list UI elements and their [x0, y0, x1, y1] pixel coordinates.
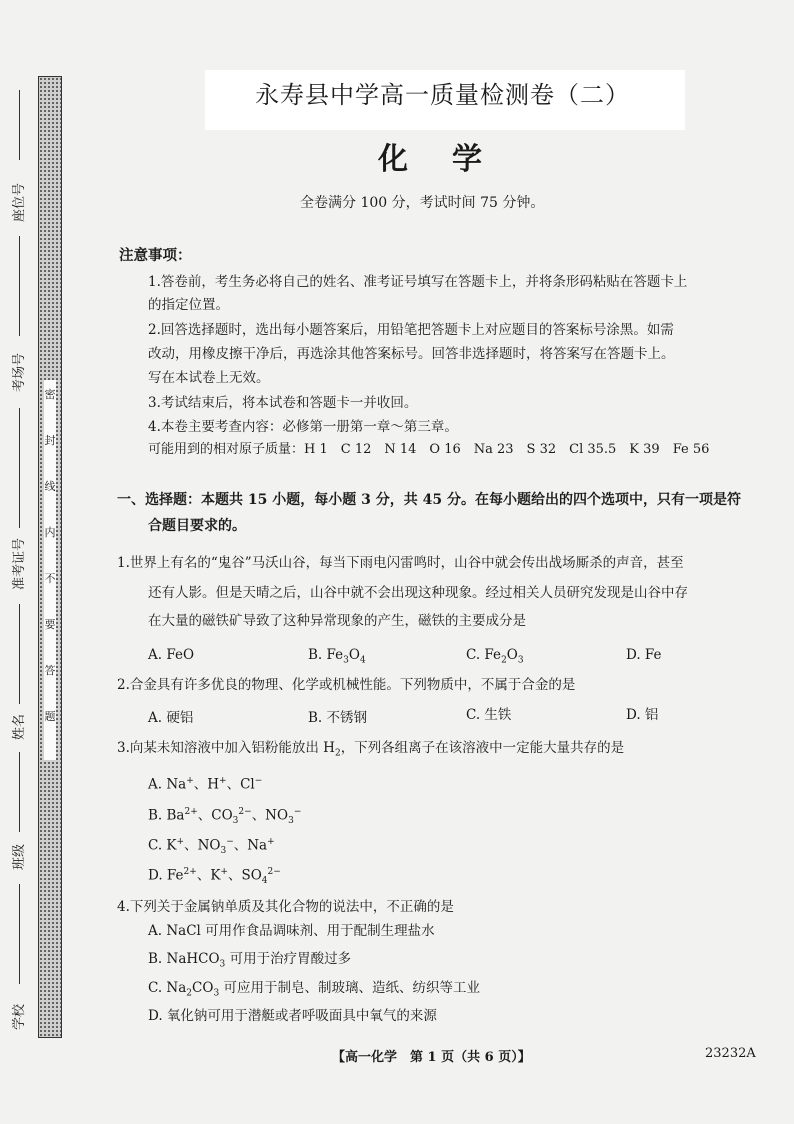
q2-option-b: B. 不锈钢	[308, 710, 368, 726]
atomic-masses: 可能用到的相对原子质量：H 1 C 12 N 14 O 16 Na 23 S 32 Cl 35.5 K 39 Fe 56	[148, 442, 710, 457]
name-label: 姓名	[12, 713, 27, 740]
paper-code: 23232A	[705, 1046, 756, 1061]
school-blank	[19, 884, 20, 984]
q1-stem: 还有人影。但是天晴之后，山谷中就不会出现这种现象。经过相关人员研究发现是山谷中存	[148, 585, 688, 601]
q4-option-d: D. 氧化钠可用于潜艇或者呼吸面具中氧气的来源	[148, 1008, 437, 1024]
section-heading-cont: 合题目要求的。	[148, 518, 246, 534]
room-number-blank	[19, 236, 20, 336]
seal-char: 答	[44, 664, 56, 677]
q1-stem: 1.世界上有名的“鬼谷”马沃山谷，每当下雨电闪雷鸣时，山谷中就会传出战场厮杀的声音，甚至	[117, 555, 684, 571]
q4-option-a: A. NaCl 可用作食品调味剂、用于配制生理盐水	[148, 923, 435, 939]
q4-option-c: C. $Na_2CO_3$ 可应用于制皂、制玻璃、造纸、纺织等工业	[148, 980, 480, 999]
seal-char: 封	[44, 434, 56, 447]
notes-line: 改动，用橡皮擦干净后，再选涂其他答案标号。回答非选择题时，将答案写在答题卡上。	[148, 346, 675, 362]
page-footer: 【高一化学 第 1 页（共 6 页）】	[332, 1050, 531, 1065]
notes-heading: 注意事项：	[119, 247, 192, 264]
class-blank	[19, 752, 20, 832]
q2-option-c: C. 生铁	[466, 707, 512, 723]
q3-option-b: B. $Ba^{2+}$、$CO_3^{2-}$、$NO_3^-$	[148, 807, 302, 827]
exam-info: 全卷满分 100 分，考试时间 75 分钟。	[300, 195, 545, 211]
seal-char: 要	[44, 618, 56, 631]
notes-line: 1.答卷前，考生务必将自己的姓名、准考证号填写在答题卡上，并将条形码粘贴在答题卡上	[148, 274, 688, 290]
seat-number-label: 座位号	[12, 182, 27, 222]
notes-line: 4.本卷主要考查内容：必修第一册第一章～第三章。	[148, 419, 458, 435]
seat-number-blank	[19, 90, 20, 160]
ticket-number-blank	[19, 408, 20, 528]
q2-stem: 2.合金具有许多优良的物理、化学或机械性能。下列物质中，不属于合金的是	[117, 677, 576, 693]
notes-line: 的指定位置。	[148, 297, 229, 313]
seal-char: 密	[44, 388, 56, 401]
notes-line: 写在本试卷上无效。	[148, 370, 270, 386]
q1-option-a: A. FeO	[148, 647, 195, 663]
q1-stem: 在大量的磁铁矿导致了这种异常现象的产生，磁铁的主要成分是	[148, 613, 526, 629]
school-label: 学校	[12, 1003, 27, 1030]
notes-line: 2.回答选择题时，选出每小题答案后，用铅笔把答题卡上对应题目的答案标号涂黑。如需	[148, 322, 674, 338]
q2-option-a: A. 硬铝	[148, 710, 194, 726]
seal-char: 题	[44, 710, 56, 723]
q1-option-d: D. Fe	[626, 647, 662, 663]
class-label: 班级	[12, 843, 27, 870]
seal-char: 内	[44, 526, 56, 539]
room-number-label: 考场号	[12, 352, 27, 392]
notes-line: 3.考试结束后，将本试卷和答题卡一并收回。	[148, 395, 418, 411]
subject-title: 化学	[378, 142, 526, 177]
q1-option-b: B. $Fe_3O_4$	[308, 647, 366, 666]
q3-option-d: D. $Fe^{2+}$、K+、$SO_4^{2-}$	[148, 867, 281, 887]
q2-option-d: D. 铝	[626, 707, 659, 723]
exam-title: 永寿县中学高一质量检测卷（二）	[255, 81, 630, 109]
q3-option-a: A. Na+、H+、Cl−	[148, 776, 263, 793]
q1-option-c: C. $Fe_2O_3$	[466, 647, 524, 666]
section-heading: 一、选择题：本题共 15 小题，每小题 3 分，共 45 分。在每小题给出的四个选项中，只有一项是符	[117, 492, 741, 508]
q4-stem: 4.下列关于金属钠单质及其化合物的说法中，不正确的是	[117, 899, 454, 915]
q3-stem: 3.向某未知溶液中加入铝粉能放出 $H_2$，下列各组离子在该溶液中一定能大量共存的是	[117, 740, 625, 759]
q4-option-b: B. NaHCO$_3$ 可用于治疗胃酸过多	[148, 951, 352, 970]
ticket-number-label: 准考证号	[12, 537, 27, 590]
name-blank	[19, 604, 20, 704]
q3-option-c: C. K+、$NO_3^-$、Na+	[148, 837, 275, 857]
seal-char: 不	[44, 572, 56, 585]
seal-char: 线	[44, 480, 56, 493]
